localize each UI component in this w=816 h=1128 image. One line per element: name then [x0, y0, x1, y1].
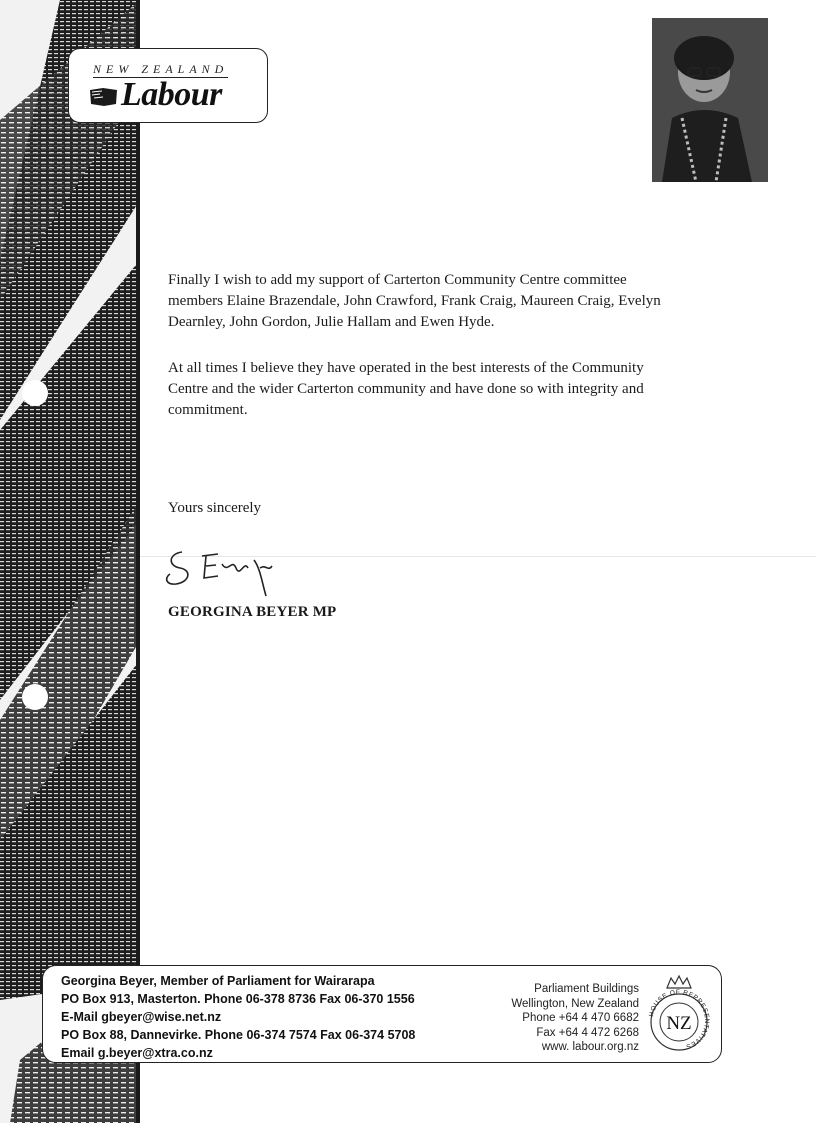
signatory-name: GEORGINA BEYER MP — [168, 604, 337, 620]
footer-email-xtra: Email g.beyer@xtra.co.nz — [61, 1046, 213, 1060]
footer-mp-title: Georgina Beyer, Member of Parliament for Wairarapa — [61, 974, 375, 988]
svg-text:NZ: NZ — [666, 1013, 692, 1034]
footer-fax: Fax +64 4 472 6268 — [536, 1026, 639, 1039]
footer-parliament-buildings: Parliament Buildings — [534, 983, 639, 995]
letterhead-footer — [42, 965, 722, 1063]
footer-phone: Phone +64 4 470 6682 — [522, 1012, 639, 1024]
punch-hole-lower — [22, 684, 48, 710]
punch-hole-upper — [22, 380, 48, 406]
footer-wellington: Wellington, New Zealand — [511, 997, 639, 1010]
handwritten-signature — [162, 538, 282, 604]
electorate-contact-block — [61, 972, 415, 1062]
mp-portrait-photo — [652, 18, 768, 182]
letter-paragraph: At all times I believe they have operated in the best interests of the Community Centre and the wider Carterton community and have done so with integrity and commitment. — [168, 360, 644, 418]
logo-party-name: Labour — [121, 76, 222, 113]
logo-country-text: NEW ZEALAND — [93, 62, 229, 76]
parliament-contact-block — [511, 982, 639, 1055]
svg-text:HOUSE OF REPRESENTATIVES: HOUSE OF REPRESENTATIVES — [648, 988, 711, 1051]
footer-website: www. labour.org.nz — [541, 1041, 639, 1053]
decorative-margin-band — [0, 0, 140, 1123]
letter-closing: Yours sincerely — [168, 500, 262, 516]
footer-masterton-office: PO Box 913, Masterton. Phone 06-378 8736 Fax 06-370 1556 — [61, 992, 415, 1006]
house-of-representatives-crest-icon — [645, 970, 713, 1058]
footer-dannevirke-office: PO Box 88, Dannevirke. Phone 06-374 7574 Fax 06-374 5708 — [61, 1028, 416, 1042]
flag-icon — [89, 86, 119, 108]
footer-email-wise: E-Mail gbeyer@wise.net.nz — [61, 1010, 222, 1024]
letter-paragraph: Finally I wish to add my support of Carterton Community Centre committee members Elaine Brazendale, John Crawford, Frank Craig, Maureen Craig, Evelyn Dearnley, John Gordon, Julie Hallam and Ewen Hyde. — [168, 272, 661, 330]
labour-logo — [68, 48, 268, 123]
